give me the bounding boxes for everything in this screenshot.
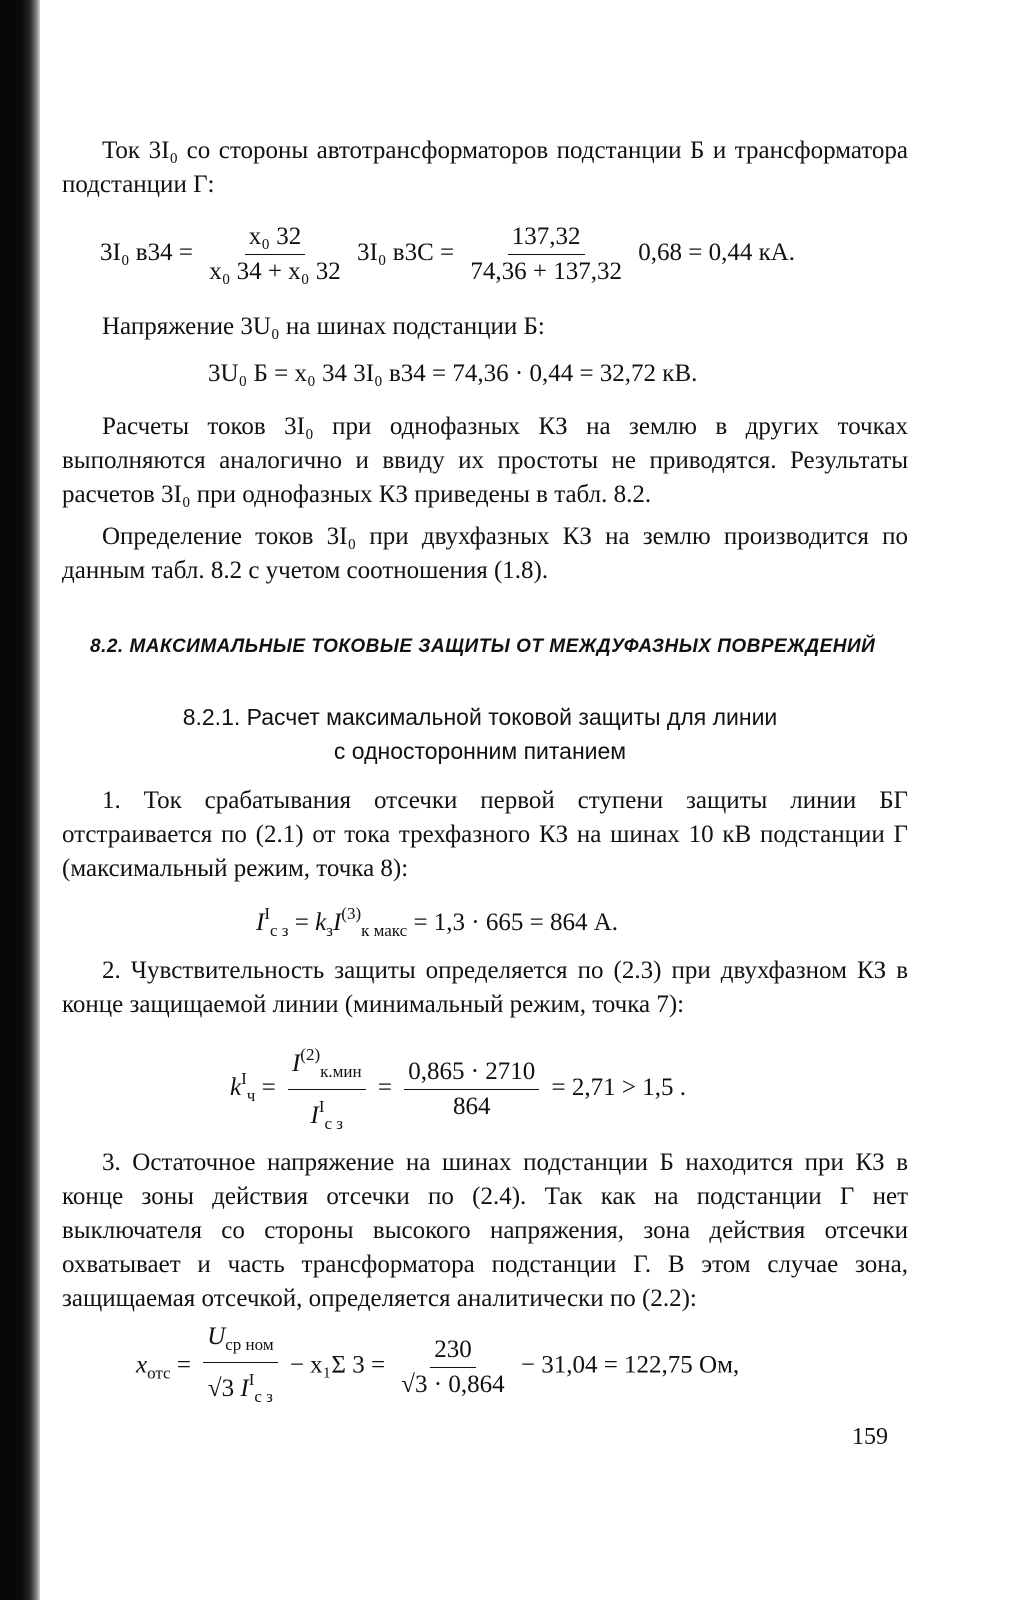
eq4-rhs: = 2,71 > 1,5 . <box>551 1074 686 1102</box>
eq3-rhs: = 1,3 · 665 = 864 А. <box>413 909 619 936</box>
equation-3: $I^I_{с з} = k_зI^{(3)}_{к макс} = 1,3 \cdot 665 = 864$ А. <box>256 904 619 940</box>
eq4-f2-num: 0,865 · 2710 <box>404 1057 539 1090</box>
eq5-f2-den: √3 · 0,864 <box>401 1370 505 1398</box>
eq1-fraction-2 <box>466 222 626 287</box>
eq4-fraction-1: $\frac{I^{(2)}_{к.мин}}{I^I_{с з}}$ <box>288 1040 366 1139</box>
eq1-f1-den: x₀ 34 + x₀ 32 <box>209 258 341 285</box>
subsection-heading <box>80 700 880 768</box>
page-number: 159 <box>852 1424 888 1450</box>
eq1-rhs: 0,68 = 0,44 кА. <box>638 239 796 267</box>
eq4-f2-den: 864 <box>452 1093 491 1120</box>
eq5-f2-num: 230 <box>430 1335 476 1368</box>
paragraph-7: 3. Остаточное напряжение на шинах подстанции Б находится при КЗ в конце зоны действия отсечки по (2.4). Так как на подстанции Г нет выключателя со стороны высокого напряжения, зона действия отсечки охватывает и часть трансформатора подстанции Г. В этом случае зона, защищаемая отсечкой, определяется аналитически по (2.2): <box>62 1149 908 1312</box>
paragraph-5: 1. Ток срабатывания отсечки первой ступени защиты линии БГ отстраивается по (2.1) от тока трехфазного КЗ на шинах 10 кВ подстанции Г (максимальный режим, точка 8): <box>62 787 908 882</box>
equation-2: 3U₀ Б = x₀ 34 3I₀ в34 = 74,36 · 0,44 = 32,72 кВ. <box>208 360 698 387</box>
eq5-mid: − x₁Σ 3 = <box>289 1351 386 1379</box>
eq1-mid: 3I₀ в3С = <box>356 239 455 267</box>
eq4-fraction-2 <box>404 1057 539 1122</box>
equation-1 <box>100 222 795 287</box>
paragraph-1: Ток 3I₀ со стороны автотрансформаторов подстанции Б и трансформатора подстанции Г: <box>62 137 908 198</box>
eq5-fraction-1: $\frac{U_{ср ном}}{√3 I^I_{с з}}$ <box>203 1322 277 1412</box>
eq5-fraction-2 <box>397 1335 508 1400</box>
paragraph-3: Расчеты токов 3I₀ при однофазных КЗ на землю в других точках выполняются аналогично и ввиду их простоты не приводятся. Результаты расчетов 3I₀ при однофазных КЗ приведены в табл. 8.2. <box>62 413 908 508</box>
eq1-f2-den: 74,36 + 137,32 <box>470 258 622 285</box>
eq1-f2-num: 137,32 <box>508 222 585 255</box>
eq5-rhs: − 31,04 = 122,75 Ом, <box>520 1351 740 1379</box>
section-heading: 8.2. МАКСИМАЛЬНЫЕ ТОКОВЫЕ ЗАЩИТЫ ОТ МЕЖДУФАЗНЫХ ПОВРЕЖДЕНИЙ <box>90 636 876 657</box>
paragraph-2: Напряжение 3U₀ на шинах подстанции Б: <box>102 313 545 340</box>
equation-5: $x_{отс}$ = $\frac{U_{ср ном}}{√3 I^I_{с з}}$ − x₁Σ 3 = $\frac{230}{√3 \cdot 0,864}$ − 31,04 = 122,75 Ом, <box>136 1322 739 1412</box>
eq1-fraction-1 <box>205 222 345 287</box>
subsection-line-1: 8.2.1. Расчет максимальной токовой защиты для линии <box>182 704 778 730</box>
paragraph-6: 2. Чувствительность защиты определяется по (2.3) при двухфазном КЗ в конце защищаемой линии (минимальный режим, точка 7): <box>62 957 908 1018</box>
paragraph-4: Определение токов 3I₀ при двухфазных КЗ на землю производится по данным табл. 8.2 с учетом соотношения (1.8). <box>62 523 908 584</box>
eq1-f1-num: x₀ 32 <box>245 222 305 255</box>
eq1-lhs: 3I₀ в34 = <box>100 239 193 267</box>
equation-4: $k^I_ч$ = $\frac{I^{(2)}_{к.мин}}{I^I_{с з}}$ = $\frac{0,865 \cdot 2710}{864}$ = 2,71 > 1,5 . <box>230 1040 686 1139</box>
subsection-line-2: с односторонним питанием <box>333 738 627 764</box>
